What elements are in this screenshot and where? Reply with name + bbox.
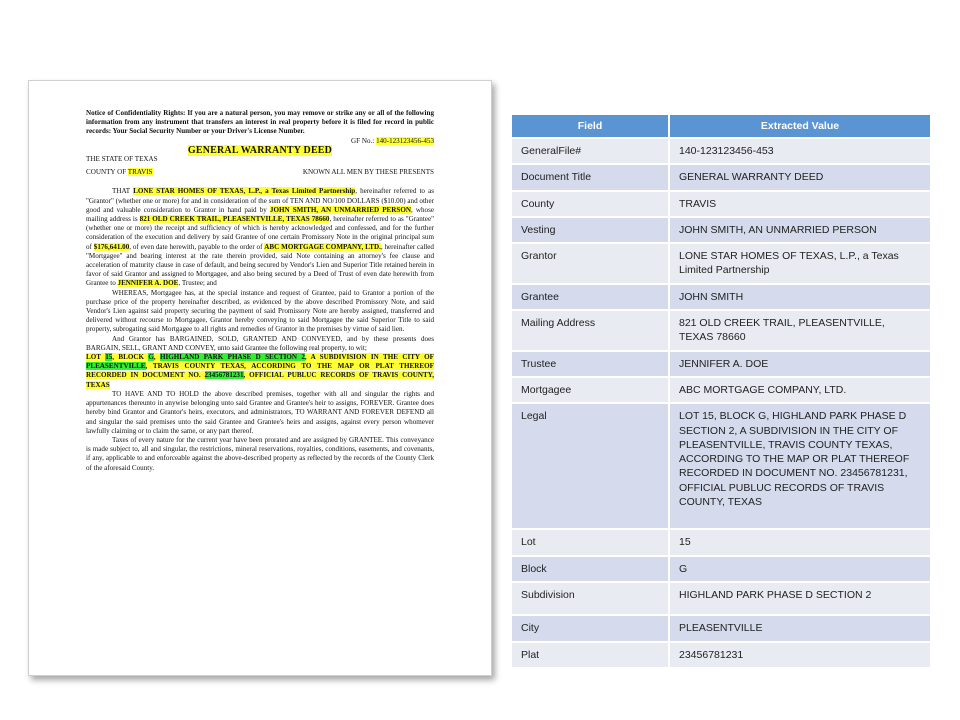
legal-text-mid2: , TRAVIS COUNTY TEXAS, ACCORDING TO THE MAP OR PLAT THEREOF RECORDED IN DOCUMENT NO. bbox=[86, 362, 434, 380]
field-cell: Grantee bbox=[512, 285, 670, 311]
value-cell: ABC MORTGAGE COMPANY, LTD. bbox=[670, 378, 932, 404]
field-cell: Vesting bbox=[512, 218, 670, 244]
field-cell: Mailing Address bbox=[512, 311, 670, 352]
legal-text-tail: , OFFICIAL PUBLUC RECORDS OF TRAVIS COUNTY, TEXAS bbox=[86, 371, 434, 389]
value-cell: JOHN SMITH, AN UNMARRIED PERSON bbox=[670, 218, 932, 244]
grant-paragraph bbox=[86, 187, 434, 288]
address-highlight: 821 OLD CREEK TRAIL, PLEASENTVILLE, TEXAS 78660 bbox=[139, 215, 330, 224]
field-cell: Document Title bbox=[512, 165, 670, 191]
p1-text-e: , of even date herewith, payable to the order of bbox=[129, 242, 265, 251]
table-row bbox=[512, 244, 932, 285]
mortgagee-highlight: ABC MORTGAGE COMPANY, LTD. bbox=[264, 242, 381, 251]
legal-text-mid1: , A SUBDIVISION IN THE CITY OF bbox=[304, 353, 434, 362]
value-cell: PLEASENTVILLE bbox=[670, 616, 932, 642]
trustee-highlight: JENNIFER A. DOE bbox=[117, 279, 179, 288]
taxes-paragraph: Taxes of every nature for the current year have been prorated and are assigned by GRANTEE. This conveyance is made subject to, all and singular, the restrictions, mineral reservations, royalties, conditions, easements, and covenants, if any, applicable to and enforceable against the above-described property as reflected by the records of the County Clerk of the aforesaid County. bbox=[86, 435, 434, 472]
field-cell: County bbox=[512, 192, 670, 218]
extraction-table bbox=[512, 115, 932, 669]
value-cell: 15 bbox=[670, 530, 932, 556]
legal-text-sep: , bbox=[153, 353, 160, 362]
deed-title: GENERAL WARRANTY DEED bbox=[187, 144, 333, 156]
deed-title-line bbox=[86, 146, 434, 155]
value-cell: G bbox=[670, 557, 932, 583]
header-extracted-value: Extracted Value bbox=[670, 115, 932, 139]
p1-text-b: , hereinafter referred to as "Grantor" (whether one or more) for and in consideration of the sum of TEN AND NO/100 DOLLARS ($10.00) and other good and valuable consideration to Grantor in hand paid by bbox=[86, 187, 434, 214]
lot-highlight: 15 bbox=[105, 353, 113, 362]
block-highlight: G bbox=[148, 353, 154, 362]
field-cell: City bbox=[512, 616, 670, 642]
known-all-men: KNOWN ALL MEN BY THESE PRESENTS bbox=[302, 168, 434, 177]
county-row bbox=[86, 168, 434, 177]
grantee-highlight: JOHN SMITH, AN UNMARRIED PERSON bbox=[269, 205, 411, 214]
city-highlight: PLEASENTVILLE bbox=[86, 362, 146, 371]
p1-text-g: , Trustee; and bbox=[178, 279, 217, 288]
county-value: TRAVIS bbox=[127, 168, 153, 177]
field-cell: Block bbox=[512, 557, 670, 583]
table-row bbox=[512, 616, 932, 642]
gf-label: GF No.: bbox=[351, 136, 375, 145]
value-cell: JENNIFER A. DOE bbox=[670, 352, 932, 378]
table-row bbox=[512, 643, 932, 669]
table-row bbox=[512, 218, 932, 244]
field-cell: Grantor bbox=[512, 244, 670, 285]
table-row bbox=[512, 530, 932, 556]
field-cell: Plat bbox=[512, 643, 670, 669]
field-cell: Legal bbox=[512, 404, 670, 530]
subdivision-highlight: HIGHLAND PARK PHASE D SECTION 2 bbox=[159, 353, 305, 362]
value-cell: HIGHLAND PARK PHASE D SECTION 2 bbox=[670, 583, 932, 616]
value-cell: TRAVIS bbox=[670, 192, 932, 218]
table-row bbox=[512, 583, 932, 616]
p1-text-a: THAT bbox=[112, 187, 134, 196]
table-header-row bbox=[512, 115, 932, 139]
grantor-highlight: LONE STAR HOMES OF TEXAS, L.P., a Texas Limited Partnership bbox=[133, 187, 356, 196]
field-cell: Trustee bbox=[512, 352, 670, 378]
county-line bbox=[86, 168, 153, 177]
table-row bbox=[512, 311, 932, 352]
header-field: Field bbox=[512, 115, 670, 139]
value-cell: LOT 15, BLOCK G, HIGHLAND PARK PHASE D SECTION 2, A SUBDIVISION IN THE CITY OF PLEASENTVILLE, TRAVIS COUNTY TEXAS, ACCORDING TO THE MAP OR PLAT THEREOF RECORDED IN DOCUMENT NO. 23456781231, OFFICIAL PUBLUC RECORDS OF TRAVIS COUNTY, TEXAS bbox=[670, 404, 932, 530]
field-cell: Lot bbox=[512, 530, 670, 556]
p1-text-c: , whose mailing address is bbox=[86, 205, 434, 224]
field-cell: GeneralFile# bbox=[512, 139, 670, 165]
table-row bbox=[512, 378, 932, 404]
bargain-paragraph: And Grantor has BARGAINED, SOLD, GRANTED AND CONVEYED, and by these presents does BARGAIN, SELL, GRANT AND CONVEY, unto said Grantee the following real property, to wit; bbox=[86, 334, 434, 352]
amount-highlight: $176,641.00 bbox=[93, 242, 130, 251]
value-cell: 821 OLD CREEK TRAIL, PLEASENTVILLE, TEXAS 78660 bbox=[670, 311, 932, 352]
legal-text-lot-pre: LOT bbox=[86, 353, 106, 362]
table-row bbox=[512, 285, 932, 311]
table-row bbox=[512, 192, 932, 218]
gf-number: 140-123123456-453 bbox=[376, 136, 434, 145]
field-cell: Mortgagee bbox=[512, 378, 670, 404]
legal-description bbox=[86, 353, 434, 390]
legal-text-block-pre: , BLOCK bbox=[112, 353, 149, 362]
value-cell: LONE STAR HOMES OF TEXAS, L.P., a Texas Limited Partnership bbox=[670, 244, 932, 285]
value-cell: 23456781231 bbox=[670, 643, 932, 669]
whereas-paragraph: WHEREAS, Mortgagee has, at the special instance and request of Grantee, paid to Grantor a portion of the purchase price of the property hereinafter described, as evidenced by the above described Promissory Note, and said Vendor's Lien against said property securing the payment of said Promissory Note are hereby assigned, transferred and delivered without recourse to Mortgagee, Grantor hereby conveying to said Mortgagee the said Superior Title to said property, subrogating said Mortgagee to all rights and remedies of Grantor in the premises by virtue of said lien. bbox=[86, 288, 434, 334]
table-row bbox=[512, 404, 932, 530]
table-row bbox=[512, 165, 932, 191]
table-row bbox=[512, 352, 932, 378]
table-row bbox=[512, 557, 932, 583]
habendum-paragraph: TO HAVE AND TO HOLD the above described premises, together with all and singular the rights and appurtenances thereunto in anywise belonging unto said Grantee and Grantee's heir to assigns, FOREVER. Grantee does hereby bind Grantor and Grantor's heirs, executors, and administrators, TO WARRANT AND FOREVER DEFEND all and singular the said premises unto the said Grantee and Grantee's heirs and assigns, against every person whomever lawfully claiming or to claim the same, or any part thereof. bbox=[86, 389, 434, 435]
confidentiality-notice: Notice of Confidentiality Rights: If you are a natural person, you may remove or strike any or all of the following information from any instrument that transfers an interest in real property before it is filed for record in public records: Your Social Security Number or your Driver's License Number. bbox=[86, 109, 434, 136]
plat-highlight: 23456781231 bbox=[204, 371, 244, 380]
state-line: THE STATE OF TEXAS bbox=[86, 155, 158, 164]
value-cell: GENERAL WARRANTY DEED bbox=[670, 165, 932, 191]
value-cell: JOHN SMITH bbox=[670, 285, 932, 311]
p1-text-f: , hereinafter called "Mortgagee" and bearing interest at the rate therein provided, said Note containing an attorney's fee clause and acceleration of maturity clause in case of default, and being secured by Vendor's Lien and Superior Title retained herein in favor of said Grantor and assigned to Mortgagee, and also being secured by a Deed of Trust of even date herewith from Grantee to bbox=[86, 242, 434, 288]
p1-text-d: , hereinafter referred to as "Grantee" (whether one or more) the receipt and sufficiency of which is hereby acknowledged and confessed, and for the further consideration of the execution and delivery by said Grantee of one certain Promissory Note in the original principal sum of bbox=[86, 215, 434, 251]
field-cell: Subdivision bbox=[512, 583, 670, 616]
value-cell: 140-123123456-453 bbox=[670, 139, 932, 165]
deed-document-page bbox=[28, 80, 492, 676]
table-row bbox=[512, 139, 932, 165]
county-label: COUNTY OF bbox=[86, 168, 127, 177]
